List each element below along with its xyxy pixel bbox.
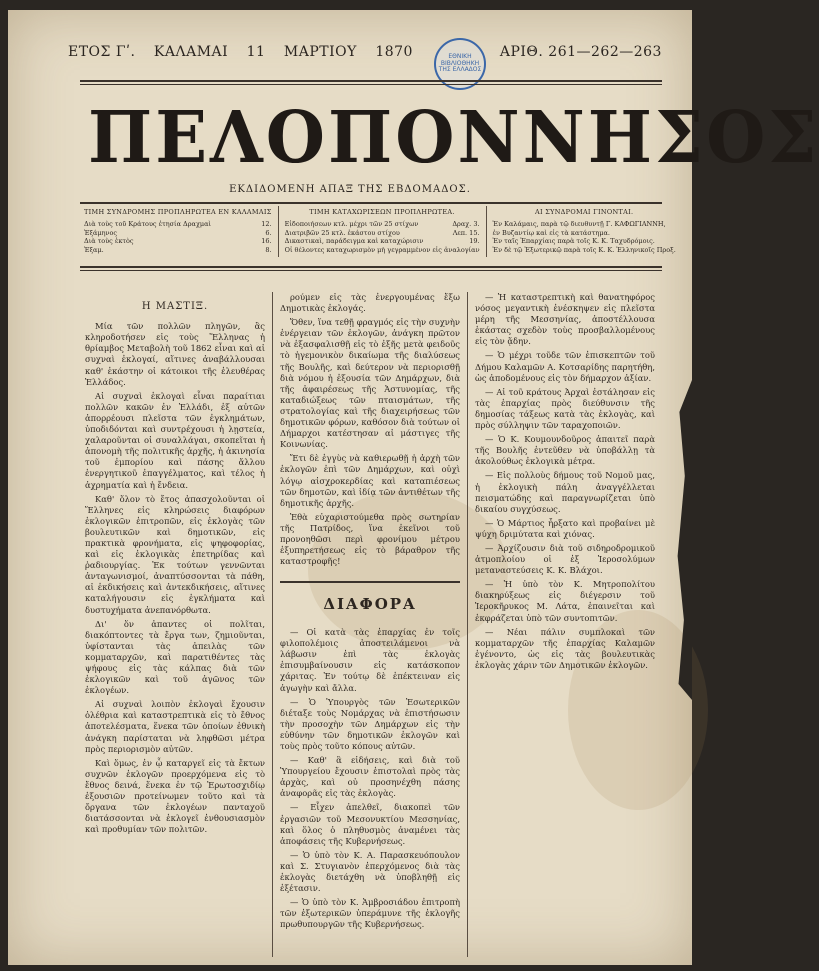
info-rule-bottom-thin bbox=[80, 270, 662, 271]
volume-year: ΕΤΟΣ Γʹ. bbox=[68, 44, 136, 60]
news-item: — Εἰς πολλοὺς δήμους τοῦ Νομοῦ μας, ἡ ἐκλογικὴ πάλη ἀναγγέλλεται πεισματώδης καὶ παραγνωρίζεται ὑπὸ δικαίου συγχύσεως. bbox=[475, 470, 655, 514]
column-3 bbox=[468, 292, 662, 957]
article-paragraph: Ἐθὰ εὐχαριστούμεθα πρὸς σωτηρίαν τῆς Πατρίδος, ἵνα ἐκεῖνοι τοῦ προνοηθῶσι περὶ φρονίμου μέτρου ἐξυπηρετήσεως εἰς τὸ βάραθρον τῆς καταστροφῆς! bbox=[280, 511, 460, 567]
newspaper-subtitle: ΕΚΔΙΔΟΜΕΝΗ ΑΠΑΞ ΤΗΣ ΕΒΔΟΜΑΔΟΣ. bbox=[229, 184, 471, 195]
article-paragraph: ρούμεν εἰς τὰς ἐνεργουμένας ἔξω Δημοτικὰς ἐκλογάς. bbox=[280, 292, 460, 314]
date-day: 11 bbox=[246, 44, 266, 60]
article-heading: Η ΜΑΣΤΙΞ. bbox=[141, 301, 209, 312]
news-item: — Ὁ Κ. Κουμουνδοῦρος ἀπαιτεῖ παρὰ τῆς Βουλῆς ἐντεῦθεν νὰ ὑποβάλλῃ τὰ ἀκολούθως ἐκλογικὰ μέτρα. bbox=[475, 434, 655, 467]
article-paragraph: Αἱ συχναὶ λοιπὸν ἐκλογαὶ ἔχουσιν ὀλέθρια καὶ καταστρεπτικὰ εἰς τὸ ἔθνος ἀποτελέσματα, ἕνεκα τῶν ὁποίων ἐθνικὴ ἀνάγκη παρίσταται νὰ ληφθῶσι μέτρα πρὸς περιορισμὸν αὐτῶν. bbox=[85, 699, 265, 754]
newspaper-page bbox=[8, 10, 819, 965]
news-item: — Καθ' ἃ εἰδήσεις, καὶ διὰ τοῦ Ὑπουργείου ἔχουσιν ἐπιστολαὶ πρὸς τὰς ἀρχὰς, καὶ οὐ προσηνέχθη πάσης ἀναφορᾶς εἰς τὰς ἐκλογὰς. bbox=[280, 755, 460, 799]
date-month: ΜΑΡΤΙΟΥ bbox=[283, 44, 357, 60]
article-columns bbox=[78, 292, 662, 957]
masthead-rule-top bbox=[80, 80, 662, 82]
ad-note: Οἱ θέλοντες καταχωρισμὸν μὴ γεγραμμένον εἰς ἀναλογίαν bbox=[284, 246, 480, 255]
article-paragraph: Ὅθεν, ἵνα τεθῇ φραγμός εἰς τὴν συχνὴν ἐνέργειαν τῶν ἐκλογῶν, ἀνάγκη πρῶτον νὰ ἐξασφαλισθῇ εἰς τὸ ἐξῆς μετὰ φειδοῦς τὸ ἡγεμονικὸν δικαίωμα τῆς διαλύσεως τῆς Βουλῆς, καὶ δεύτερον νὰ περιορισθῇ διὰ νόμου ἡ ἐξουσία τῶν Δημάρχων, διὰ τῆς ἀφαιρέσεως τῆς Ἀστυνομίας, τῆς καταδιώξεως τῶν πταισμάτων, τῆς στρατολογίας καὶ τῆς διαχειρήσεως τῶν δημοτικῶν φόρων, καθόσον διὰ τούτων οἱ Δήμαρχοι κατέστησαν αἱ μάστιγες τῆς Κοινωνίας. bbox=[280, 317, 460, 450]
info-rule-top bbox=[80, 202, 662, 204]
price-row: Διὰ τοὺς ἐκτὸς 16. bbox=[84, 237, 272, 246]
place-row: Ἐν Καλάμαις, παρὰ τῷ διευθυντῇ Γ. ΚΑΦΩΓΙΑΝΝΗ, bbox=[492, 219, 666, 228]
column-2 bbox=[273, 292, 468, 957]
ad-row: Δικαστικαὶ, παράδειγμα καὶ καταχώρισιν 19. bbox=[284, 237, 480, 246]
place-row: ἐν Βυζαντίῳ καὶ εἰς τὰ κατάστημα. bbox=[492, 228, 610, 237]
article-paragraph: Καθ' ὅλον τὸ ἔτος ἀπασχολοῦνται οἱ Ἕλληνες εἰς κληρώσεις διαφόρων ἐκλογικῶν ἐπιτροπῶν, εἰς ἐκλογὰς τῶν βουλευτικῶν καὶ δημοτικῶν, εἰς πρακτικὰ φρονήματα, εἰς ψηφοφορίας, καὶ εἰς ἐκλογικὰς ἐπετηρίδας καὶ ῥαδιουργίας. Ἐκ τούτων γεννῶνται ἀνταγωνισμοί, ἀναπτύσσονται τὰ πάθη, αἱ ἐκδικήσεις καὶ ἀντεκδικήσεις, αἵτινες καταλήγουσιν εἰς ἐγκλήματα καὶ δυστυχήματα ἀνεπανόρθωτα. bbox=[85, 493, 265, 615]
ad-row: Διατριβῶν 25 κτλ. ἑκάστου στίχου Λεπ. 15. bbox=[284, 228, 480, 237]
article-paragraph: Μία τῶν πολλῶν πληγῶν, ἃς κληροδοτήσεν εἰς τοὺς Ἕλληνας ἡ θρίαμβος Μεταβολὴ τοῦ 1862 εἶναι καὶ αἱ συχναὶ ἐκλογαί, αἵτινες ἀναβάλλουσαι καθ' ἑκάστην οἱ κάτοικοι τῆς ἐλευθέρας Ἑλλάδος. bbox=[85, 321, 265, 387]
prices-heading: ΤΙΜΗ ΣΥΝΔΡΟΜΗΣ ΠΡΟΠΛΗΡΩΤΕΑ ΕΝ ΚΑΛΑΜΑΙΣ bbox=[84, 208, 272, 216]
news-item: — Ὁ Ὑπουργὸς τῶν Ἐσωτερικῶν διέταξε τοὺς Νομάρχας νὰ ἐπιστήσωσιν τὴν προσοχὴν τῶν Δημάρχων εἰς τὴν εὐθύνην τῶν δημοτικῶν ἐκλογῶν καὶ τοὺς πρὸς τοῦτο κόπους αὐτῶν. bbox=[280, 696, 460, 751]
news-item: — Ὁ ὑπὸ τὸν Κ. Ἀμβροσιάδου ἐπιτροπὴ τῶν ἐξωτερικῶν ὑπεράμυνε τῆς ἐκλογῆς πρωθυπουργῶν τῆς Κυβερνήσεως. bbox=[280, 897, 460, 930]
news-item: — Ἡ καταστρεπτικὴ καὶ θανατηφόρος νόσος μεγαντικὴ ἐνέσκηψεν εἰς πλεῖστα μέρη τῆς Μεσσηνίας, ἀποστέλλουσα ἑκάστας σχεδὸν τοὺς προσβαλλομένους εἰς τὸν ᾅδην. bbox=[475, 292, 655, 347]
info-bar bbox=[78, 206, 676, 257]
place-row: Ἐν δὲ τῷ Ἐξωτερικῷ παρὰ τοῖς Κ. Κ. Ἑλληνικοῖς Προξ. bbox=[492, 246, 676, 255]
news-item: — Αἱ τοῦ κράτους Ἀρχαὶ ἐστάλησαν εἰς τὰς ἐπαρχίας πρὸς διεύθυνσιν τῆς δημοσίας τάξεως κατὰ τὰς ἐκλογὰς, καὶ πρὸς σύλληψιν τῶν ταραχοποιῶν. bbox=[475, 386, 655, 431]
news-item: — Ἡ ὑπὸ τὸν Κ. Μητροπολίτου διακηρύξεως εἰς διέγερσιν τοῦ Ἱεροκῆρυκος Μ. Λάτα, ἐπαινεῖται καὶ ἐκφράζεται ὑπὸ τῶν συντοπιτῶν. bbox=[475, 579, 655, 623]
column-1 bbox=[78, 292, 273, 957]
news-item: — Ἀρχίζουσιν διὰ τοῦ σιδηροδρομικοῦ ἀτμοπλοίου οἱ ἐξ Ἱεροσολύμων μεταναστεύσεις Κ. Κ. Βλάχοι. bbox=[475, 542, 655, 576]
city-name: ΚΑΛΑΜΑΙ bbox=[153, 44, 229, 60]
news-item: — Οἱ κατὰ τὰς ἐπαρχίας ἐν τοῖς φιλοπολέμοις ἀποστειλάμενοι νὰ λάβωσιν ἐπὶ τὰς ἐκλογὰς ἐπισυμβαίνουσιν εἰς κατάσκοπον χάριτας. Ἐν τούτῳ δὲ ἐπέκτειναν εἰς ἀγωγὴν καὶ ἄλλα. bbox=[280, 627, 460, 693]
subscriptions-heading: ΑΙ ΣΥΝΔΡΟΜΑΙ ΓΙΝΟΝΤΑΙ. bbox=[534, 208, 634, 216]
price-row: Ἑξάμηνος 6. bbox=[84, 228, 272, 237]
masthead-rule-top-thin bbox=[80, 84, 662, 85]
info-rule-bottom bbox=[80, 266, 662, 268]
news-item: — Ὁ μέχρι τοῦδε τῶν ἐπισκεπτῶν τοῦ Δήμου Καλαμῶν Α. Κοτσαρίδης παρητήθη, ὡς ἀποδομένους εἰς τὸν δήμαρχον ἀξίαν. bbox=[475, 350, 655, 383]
news-item: — Ὁ ὑπὸ τὸν Κ. Α. Παρασκευόπουλον καὶ Σ. Στυγιανὸν ἐπερχόμενος διὰ τὰς ἐκλογὰς διετάχθη νὰ ὑποβληθῇ εἰς ἐξέτασιν. bbox=[280, 849, 460, 894]
article-paragraph: Ἔτι δὲ ἐγγὺς νὰ καθιερωθῇ ἡ ἀρχὴ τῶν ἐκλογῶν ἐπὶ τῶν Δημάρχων, καὶ οὐχὶ λόγῳ αἰσχροκερδίας καὶ καταπιέσεως τῶν δημοτῶν, καὶ ἰδίᾳ τῶν ἀντιθέτων τῆς δημοτικῆς ἀρχῆς. bbox=[280, 453, 460, 508]
library-stamp: ΕΘΝΙΚΗ ΒΙΒΛΙΟΘΗΚΗ ΤΗΣ ΕΛΛΑΔΟΣ bbox=[434, 38, 486, 90]
article-paragraph: Δι' ὅν ἀπαντες οἱ πολῖται, διακόπτοντες τὰ ἔργα των, ζημιοῦνται, ὑφίστανται τὰς ἀπειλὰς τῶν κομματαρχῶν, καὶ παρατιθέντες τὰς ψήφους εἰς τὰς κάλπας διὰ τῶν ἐκλογικῶν καὶ τοῦ ἀγῶνος τῶν ἐκλογέων. bbox=[85, 618, 265, 696]
place-row: Ἐν ταῖς Ἐπαρχίαις παρὰ τοῖς Κ. Κ. Ταχυδρόμοις. bbox=[492, 237, 655, 246]
ads-heading: ΤΙΜΗ ΚΑΤΑΧΩΡΙΣΕΩΝ ΠΡΟΠΛΗΡΩΤΕΑ. bbox=[309, 208, 455, 216]
news-item: — Νέαι πάλιν συμπλοκαὶ τῶν κομματαρχῶν τῆς ἐπαρχίας Καλαμῶν ἐγένοντο, ὡς εἰς τὰς βουλευτικὰς ἐκλογὰς χάριν τῶν Δημοτικῶν ἐκλογῶν. bbox=[475, 626, 655, 670]
article-paragraph: Καὶ ὅμως, ἐν ᾧ καταργεῖ εἰς τὰ ἔκτων συχνῶν ἐκλογῶν προερχόμενα εἰς τὸ ἔθνος δεινά, ἕνεκα ἐν τῷ Ἐρωτοσχιδίῳ ἐξουσιῶν προτείνωμεν τοῦτο καὶ τὰ ὄργανα τῶν ἐκλογέων πανταχοῦ διατάσσονται νὰ ἐκλογεῖ ἐνθουσιασμὸν καὶ προθυμίαν τῶν πολιτῶν. bbox=[85, 757, 265, 835]
masthead-dateline bbox=[68, 44, 662, 60]
subscription-prices bbox=[78, 206, 279, 257]
article-paragraph: Αἱ συχναὶ ἐκλογαὶ εἶναι παραίτιαι πολλῶν κακῶν ἐν Ἑλλάδι, ἐξ αὐτῶν ἀπορρέουσι πλεῖστα τῶν ἐγκλημάτων, ὑποδιδόνται καὶ συντρέχουσι ἡ λῃστεία, χαλαροῦνται οἱ συναλλάγαι, σκοπεῖται ἡ ἀπονομὴ τῆς πολιτικῆς ἀρχῆς, ἡ ἀκινησία τοῦ ἐμπορίου καὶ πάσης ἄλλου ἐνεργητικοῦ ἐπαγγέλματος, καὶ τέλος ἡ ἀχρηματία καὶ ἡ ἔνδεια. bbox=[85, 390, 265, 490]
advertising-prices bbox=[279, 206, 487, 257]
news-item: — Ὁ Μάρτιος ἦρξατο καὶ προβαίνει μὲ ψύχη δριμύτατα καὶ χιόνας. bbox=[475, 517, 655, 539]
news-item: — Εἶχεν ἀπελθεῖ, διακοπεὶ τῶν ἐργασιῶν τοῦ Μεσονυκτίου Μεσσηνίας, καὶ ὅλος ὁ πληθυσμὸς ἀναμένει τὰς ἀποφάσεις τῆς Κυβερνήσεως. bbox=[280, 802, 460, 846]
price-row: Διὰ τοὺς τοῦ Κράτους ἐτησία Δραχμαὶ 12. bbox=[84, 219, 272, 228]
newspaper-title: ΠΕΛΟΠΟΝΝΗΣΟΣ bbox=[88, 96, 819, 180]
section-heading-diafora: ΔΙΑΦΟΡΑ bbox=[280, 581, 460, 615]
subscription-places bbox=[487, 206, 682, 257]
price-row: Ἑξαμ. 8. bbox=[84, 246, 272, 255]
issue-number: ΑΡΙΘ. 261—262—263 bbox=[499, 44, 662, 60]
date-year: 1870 bbox=[375, 44, 413, 60]
ad-row: Εἰδοποιήσεων κτλ. μέχρι τῶν 25 στίχων Δραχ. 3. bbox=[284, 219, 480, 228]
